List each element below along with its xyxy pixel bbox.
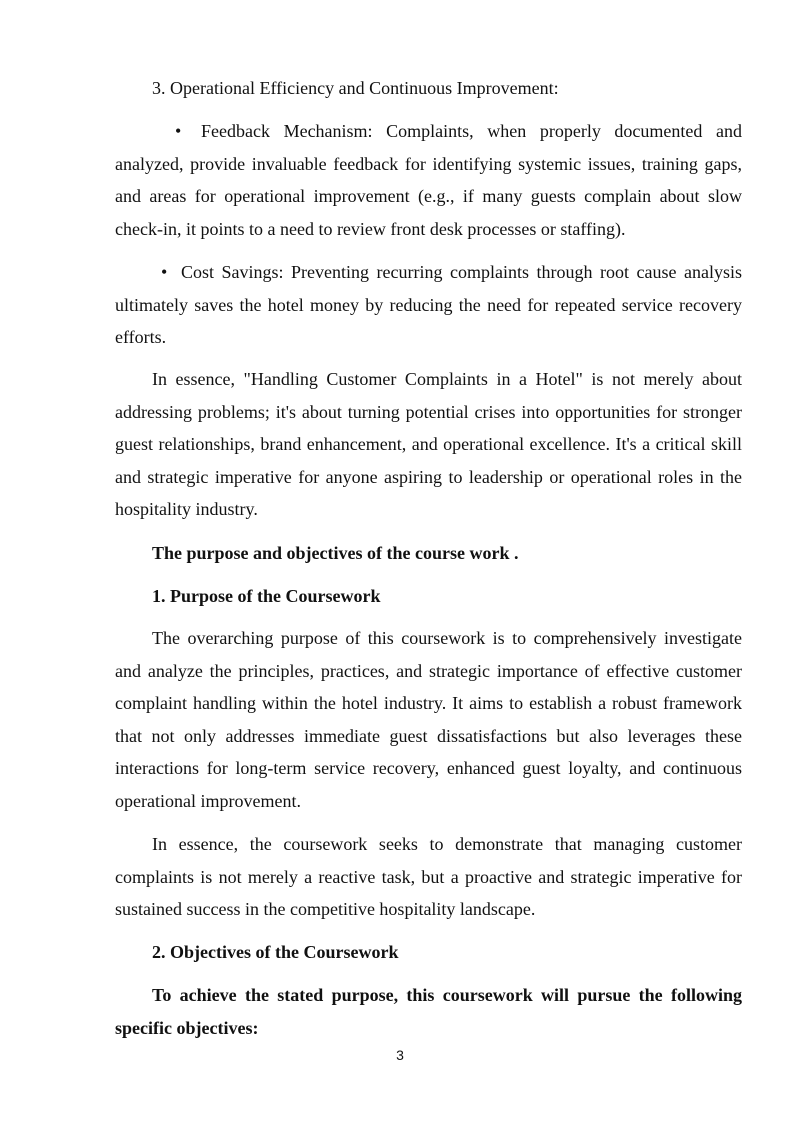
bullet-icon: •: [175, 121, 182, 141]
bullet-icon: •: [161, 262, 168, 282]
bullet-text: Cost Savings: Preventing recurring complaints through root cause analysis ultimately saves the hotel money by reducing the need for repeated service recovery efforts.: [115, 262, 742, 347]
objectives-heading: 2. Objectives of the Coursework: [152, 942, 399, 962]
section-title: 3. Operational Efficiency and Continuous Improvement:: [152, 78, 559, 98]
purpose-essence-paragraph: In essence, the coursework seeks to demonstrate that managing customer complaints is not merely a reactive task, but a proactive and strategic imperative for sustained success in the competitive hospitality landscape.: [115, 834, 742, 919]
purpose-objectives-heading: The purpose and objectives of the course work .: [152, 543, 519, 563]
essence-paragraph: In essence, "Handling Customer Complaints in a Hotel" is not merely about addressing problems; it's about turning potential crises into opportunities for stronger guest relationships, brand enhancement, and operational excellence. It's a critical skill and strategic imperative for anyone aspiring to leadership or operational roles in the hospitality industry.: [115, 369, 742, 519]
objectives-intro: To achieve the stated purpose, this coursework will pursue the following specific objectives:: [115, 985, 742, 1038]
bullet-text: Feedback Mechanism: Complaints, when properly documented and analyzed, provide invaluable feedback for identifying systemic issues, training gaps, and areas for operational improvement (e.g., if many guests complain about slow check-in, it points to a need to review front desk processes or staffing).: [115, 121, 742, 239]
purpose-heading: 1. Purpose of the Coursework: [152, 586, 381, 606]
page-number: 3: [396, 1047, 404, 1063]
bullet-feedback-mechanism: [115, 115, 742, 245]
bullet-cost-savings: [115, 256, 742, 354]
purpose-paragraph: The overarching purpose of this coursework is to comprehensively investigate and analyze the principles, practices, and strategic importance of effective customer complaint handling within the hotel industry. It aims to establish a robust framework that not only addresses immediate guest dissatisfactions but also leverages these interactions for long-term service recovery, enhanced guest loyalty, and continuous operational improvement.: [115, 628, 742, 811]
